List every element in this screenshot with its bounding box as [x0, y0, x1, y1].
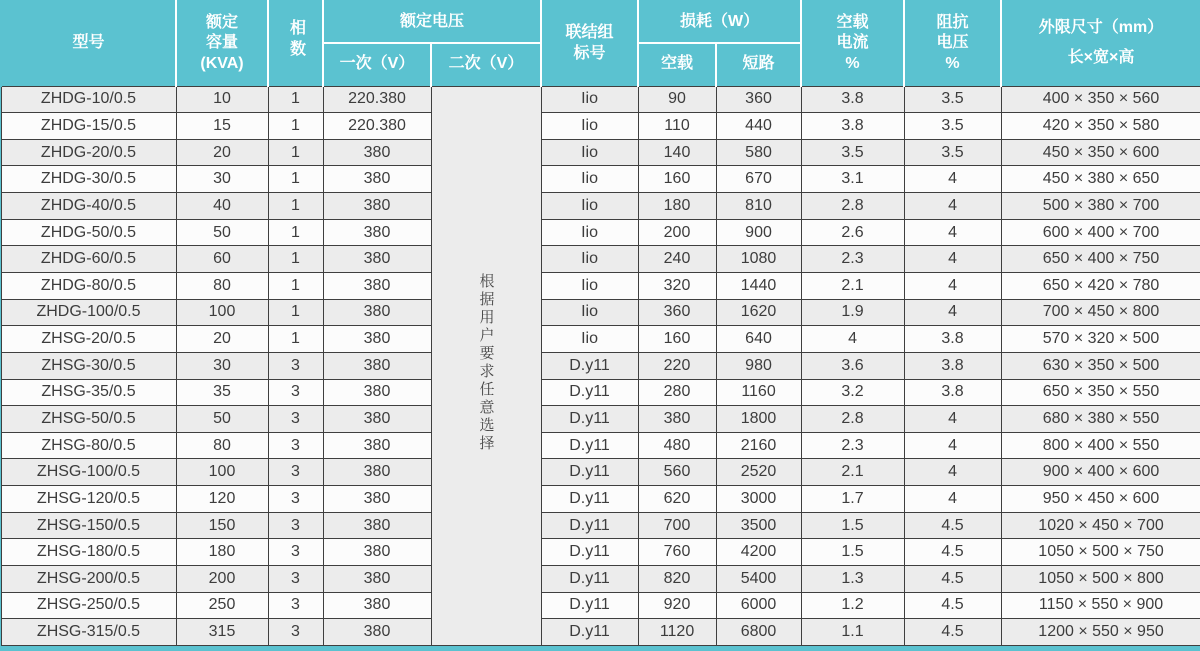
primary-voltage-cell: 380 [323, 326, 431, 353]
header-row-top [1, 1, 1200, 43]
rated-capacity-cell: 20 [176, 326, 268, 353]
header-loss: 损耗（W） [638, 1, 801, 43]
no-load-current-cell: 3.5 [801, 139, 904, 166]
connection-group-cell: Iio [541, 326, 638, 353]
model-cell: ZHSG-35/0.5 [1, 379, 176, 406]
phases-cell: 1 [268, 272, 323, 299]
rated-capacity-cell: 50 [176, 406, 268, 433]
header-rated-voltage: 额定电压 [323, 1, 541, 43]
short-circuit-loss-cell: 2520 [716, 459, 801, 486]
short-circuit-loss-cell: 1800 [716, 406, 801, 433]
no-load-current-cell: 4 [801, 326, 904, 353]
primary-voltage-cell: 380 [323, 379, 431, 406]
connection-group-cell: D.y11 [541, 539, 638, 566]
short-circuit-loss-cell: 1080 [716, 246, 801, 273]
table-body [1, 86, 1200, 646]
connection-group-cell: Iio [541, 86, 638, 113]
connection-group-cell: D.y11 [541, 566, 638, 593]
connection-group-cell: D.y11 [541, 432, 638, 459]
phases-cell: 3 [268, 566, 323, 593]
impedance-voltage-cell: 3.5 [904, 86, 1001, 113]
phases-cell: 3 [268, 512, 323, 539]
table-row [1, 486, 1200, 513]
primary-voltage-cell: 380 [323, 592, 431, 619]
dimensions-cell: 600 × 400 × 700 [1001, 219, 1200, 246]
rated-capacity-cell: 200 [176, 566, 268, 593]
no-load-current-cell: 3.6 [801, 352, 904, 379]
header-connection-group-line2: 标号 [573, 44, 606, 62]
no-load-loss-cell: 560 [638, 459, 716, 486]
no-load-current-cell: 1.9 [801, 299, 904, 326]
impedance-voltage-cell: 3.8 [904, 326, 1001, 353]
model-cell: ZHDG-60/0.5 [1, 246, 176, 273]
phases-cell: 3 [268, 379, 323, 406]
impedance-voltage-cell: 4 [904, 459, 1001, 486]
model-cell: ZHSG-100/0.5 [1, 459, 176, 486]
connection-group-cell: Iio [541, 193, 638, 220]
short-circuit-loss-cell: 1160 [716, 379, 801, 406]
rated-capacity-cell: 30 [176, 166, 268, 193]
model-cell: ZHSG-200/0.5 [1, 566, 176, 593]
phases-cell: 1 [268, 139, 323, 166]
no-load-current-cell: 2.8 [801, 406, 904, 433]
secondary-voltage-note: 根据用户要求任意选择 [477, 273, 495, 454]
table-row [1, 459, 1200, 486]
impedance-voltage-cell: 4 [904, 486, 1001, 513]
primary-voltage-cell: 380 [323, 539, 431, 566]
header-secondary-voltage: 二次（V） [431, 43, 541, 86]
no-load-loss-cell: 200 [638, 219, 716, 246]
phases-cell: 1 [268, 166, 323, 193]
model-cell: ZHDG-20/0.5 [1, 139, 176, 166]
phases-cell: 3 [268, 592, 323, 619]
phases-cell: 3 [268, 459, 323, 486]
header-no-load-current [801, 1, 904, 86]
short-circuit-loss-cell: 6800 [716, 619, 801, 646]
phases-cell: 1 [268, 113, 323, 140]
rated-capacity-cell: 40 [176, 193, 268, 220]
table-row [1, 592, 1200, 619]
short-circuit-loss-cell: 3000 [716, 486, 801, 513]
connection-group-cell: D.y11 [541, 352, 638, 379]
no-load-loss-cell: 160 [638, 326, 716, 353]
header-impedance-voltage [904, 1, 1001, 86]
header-rated-capacity-line1: 额定 [205, 13, 238, 31]
primary-voltage-cell: 380 [323, 459, 431, 486]
rated-capacity-cell: 120 [176, 486, 268, 513]
impedance-voltage-cell: 3.8 [904, 352, 1001, 379]
no-load-current-cell: 1.3 [801, 566, 904, 593]
impedance-voltage-cell: 3.8 [904, 379, 1001, 406]
model-cell: ZHSG-315/0.5 [1, 619, 176, 646]
impedance-voltage-cell: 4.5 [904, 592, 1001, 619]
rated-capacity-cell: 250 [176, 592, 268, 619]
header-model: 型号 [1, 1, 176, 86]
primary-voltage-cell: 380 [323, 246, 431, 273]
table-row [1, 432, 1200, 459]
short-circuit-loss-cell: 670 [716, 166, 801, 193]
primary-voltage-cell: 380 [323, 299, 431, 326]
short-circuit-loss-cell: 440 [716, 113, 801, 140]
rated-capacity-cell: 100 [176, 299, 268, 326]
impedance-voltage-cell: 3.5 [904, 113, 1001, 140]
primary-voltage-cell: 380 [323, 219, 431, 246]
dimensions-cell: 680 × 380 × 550 [1001, 406, 1200, 433]
model-cell: ZHSG-250/0.5 [1, 592, 176, 619]
secondary-voltage-note-cell [431, 86, 541, 646]
dimensions-cell: 650 × 420 × 780 [1001, 272, 1200, 299]
connection-group-cell: D.y11 [541, 486, 638, 513]
no-load-current-cell: 3.8 [801, 86, 904, 113]
model-cell: ZHSG-180/0.5 [1, 539, 176, 566]
phases-cell: 3 [268, 619, 323, 646]
phases-cell: 3 [268, 539, 323, 566]
connection-group-cell: Iio [541, 246, 638, 273]
impedance-voltage-cell: 4.5 [904, 512, 1001, 539]
dimensions-cell: 500 × 380 × 700 [1001, 193, 1200, 220]
impedance-voltage-cell: 4 [904, 193, 1001, 220]
no-load-loss-cell: 320 [638, 272, 716, 299]
dimensions-cell: 700 × 450 × 800 [1001, 299, 1200, 326]
short-circuit-loss-cell: 810 [716, 193, 801, 220]
table-header [1, 1, 1200, 86]
table-row [1, 166, 1200, 193]
table-row [1, 326, 1200, 353]
primary-voltage-cell: 380 [323, 406, 431, 433]
no-load-loss-cell: 700 [638, 512, 716, 539]
connection-group-cell: D.y11 [541, 406, 638, 433]
phases-cell: 3 [268, 432, 323, 459]
primary-voltage-cell: 380 [323, 139, 431, 166]
table-row [1, 512, 1200, 539]
model-cell: ZHDG-100/0.5 [1, 299, 176, 326]
dimensions-cell: 650 × 400 × 750 [1001, 246, 1200, 273]
phases-cell: 1 [268, 193, 323, 220]
connection-group-cell: Iio [541, 299, 638, 326]
no-load-current-cell: 1.5 [801, 512, 904, 539]
dimensions-cell: 950 × 450 × 600 [1001, 486, 1200, 513]
table-row [1, 219, 1200, 246]
header-connection-group [541, 1, 638, 86]
no-load-loss-cell: 110 [638, 113, 716, 140]
impedance-voltage-cell: 3.5 [904, 139, 1001, 166]
model-cell: ZHSG-30/0.5 [1, 352, 176, 379]
phases-cell: 3 [268, 406, 323, 433]
model-cell: ZHDG-15/0.5 [1, 113, 176, 140]
dimensions-cell: 450 × 350 × 600 [1001, 139, 1200, 166]
connection-group-cell: Iio [541, 113, 638, 140]
primary-voltage-cell: 380 [323, 512, 431, 539]
connection-group-cell: Iio [541, 166, 638, 193]
no-load-loss-cell: 160 [638, 166, 716, 193]
no-load-current-cell: 2.1 [801, 459, 904, 486]
short-circuit-loss-cell: 900 [716, 219, 801, 246]
model-cell: ZHDG-40/0.5 [1, 193, 176, 220]
header-phases-label: 相数 [287, 19, 305, 62]
rated-capacity-cell: 10 [176, 86, 268, 113]
table-row [1, 352, 1200, 379]
no-load-current-cell: 1.1 [801, 619, 904, 646]
dimensions-cell: 570 × 320 × 500 [1001, 326, 1200, 353]
no-load-loss-cell: 90 [638, 86, 716, 113]
header-dimensions [1001, 1, 1200, 86]
no-load-current-cell: 2.3 [801, 432, 904, 459]
no-load-loss-cell: 220 [638, 352, 716, 379]
no-load-current-cell: 3.2 [801, 379, 904, 406]
no-load-current-cell: 3.1 [801, 166, 904, 193]
model-cell: ZHDG-10/0.5 [1, 86, 176, 113]
short-circuit-loss-cell: 1620 [716, 299, 801, 326]
connection-group-cell: D.y11 [541, 512, 638, 539]
primary-voltage-cell: 380 [323, 352, 431, 379]
no-load-loss-cell: 380 [638, 406, 716, 433]
dimensions-cell: 420 × 350 × 580 [1001, 113, 1200, 140]
phases-cell: 1 [268, 299, 323, 326]
table-row [1, 272, 1200, 299]
impedance-voltage-cell: 4 [904, 219, 1001, 246]
rated-capacity-cell: 100 [176, 459, 268, 486]
model-cell: ZHDG-30/0.5 [1, 166, 176, 193]
no-load-current-cell: 1.2 [801, 592, 904, 619]
header-no-load-current-unit: % [845, 55, 860, 73]
table-row [1, 566, 1200, 593]
phases-cell: 1 [268, 219, 323, 246]
impedance-voltage-cell: 4 [904, 432, 1001, 459]
dimensions-cell: 1050 × 500 × 750 [1001, 539, 1200, 566]
short-circuit-loss-cell: 2160 [716, 432, 801, 459]
model-cell: ZHSG-80/0.5 [1, 432, 176, 459]
primary-voltage-cell: 380 [323, 619, 431, 646]
no-load-loss-cell: 140 [638, 139, 716, 166]
table-row [1, 193, 1200, 220]
impedance-voltage-cell: 4 [904, 406, 1001, 433]
connection-group-cell: Iio [541, 272, 638, 299]
header-rated-capacity-line2: 容量 [205, 34, 238, 52]
connection-group-cell: Iio [541, 219, 638, 246]
phases-cell: 3 [268, 486, 323, 513]
no-load-loss-cell: 360 [638, 299, 716, 326]
no-load-current-cell: 3.8 [801, 113, 904, 140]
no-load-loss-cell: 480 [638, 432, 716, 459]
table-row [1, 619, 1200, 646]
dimensions-cell: 450 × 380 × 650 [1001, 166, 1200, 193]
connection-group-cell: D.y11 [541, 459, 638, 486]
short-circuit-loss-cell: 580 [716, 139, 801, 166]
impedance-voltage-cell: 4 [904, 272, 1001, 299]
no-load-current-cell: 2.1 [801, 272, 904, 299]
rated-capacity-cell: 20 [176, 139, 268, 166]
short-circuit-loss-cell: 980 [716, 352, 801, 379]
primary-voltage-cell: 380 [323, 166, 431, 193]
header-no-load-current-line2: 电流 [836, 34, 869, 52]
rated-capacity-cell: 60 [176, 246, 268, 273]
header-phases [268, 1, 323, 86]
dimensions-cell: 800 × 400 × 550 [1001, 432, 1200, 459]
dimensions-cell: 1200 × 550 × 950 [1001, 619, 1200, 646]
no-load-current-cell: 2.3 [801, 246, 904, 273]
no-load-current-cell: 1.7 [801, 486, 904, 513]
short-circuit-loss-cell: 3500 [716, 512, 801, 539]
no-load-loss-cell: 920 [638, 592, 716, 619]
primary-voltage-cell: 380 [323, 193, 431, 220]
primary-voltage-cell: 220.380 [323, 113, 431, 140]
impedance-voltage-cell: 4.5 [904, 566, 1001, 593]
rated-capacity-cell: 15 [176, 113, 268, 140]
impedance-voltage-cell: 4 [904, 246, 1001, 273]
no-load-current-cell: 1.5 [801, 539, 904, 566]
header-no-load-loss: 空载 [638, 43, 716, 86]
table-row [1, 406, 1200, 433]
rated-capacity-cell: 180 [176, 539, 268, 566]
impedance-voltage-cell: 4.5 [904, 619, 1001, 646]
no-load-loss-cell: 820 [638, 566, 716, 593]
dimensions-cell: 400 × 350 × 560 [1001, 86, 1200, 113]
no-load-loss-cell: 760 [638, 539, 716, 566]
connection-group-cell: D.y11 [541, 379, 638, 406]
table-row [1, 379, 1200, 406]
dimensions-cell: 1150 × 550 × 900 [1001, 592, 1200, 619]
primary-voltage-cell: 380 [323, 566, 431, 593]
table-row [1, 246, 1200, 273]
phases-cell: 1 [268, 86, 323, 113]
no-load-current-cell: 2.6 [801, 219, 904, 246]
no-load-loss-cell: 1120 [638, 619, 716, 646]
no-load-loss-cell: 240 [638, 246, 716, 273]
rated-capacity-cell: 80 [176, 272, 268, 299]
no-load-current-cell: 2.8 [801, 193, 904, 220]
primary-voltage-cell: 380 [323, 432, 431, 459]
header-impedance-voltage-line2: 电压 [936, 34, 969, 52]
phases-cell: 1 [268, 326, 323, 353]
short-circuit-loss-cell: 640 [716, 326, 801, 353]
header-impedance-voltage-line1: 阻抗 [936, 13, 969, 31]
header-connection-group-line1: 联结组 [565, 23, 614, 41]
phases-cell: 3 [268, 352, 323, 379]
short-circuit-loss-cell: 4200 [716, 539, 801, 566]
header-short-circuit-loss: 短路 [716, 43, 801, 86]
header-rated-capacity [176, 1, 268, 86]
model-cell: ZHSG-50/0.5 [1, 406, 176, 433]
table-row [1, 299, 1200, 326]
no-load-loss-cell: 280 [638, 379, 716, 406]
header-impedance-voltage-unit: % [945, 55, 960, 73]
rated-capacity-cell: 35 [176, 379, 268, 406]
header-no-load-current-line1: 空载 [836, 13, 869, 31]
table-row [1, 86, 1200, 113]
primary-voltage-cell: 380 [323, 272, 431, 299]
short-circuit-loss-cell: 5400 [716, 566, 801, 593]
primary-voltage-cell: 380 [323, 486, 431, 513]
model-cell: ZHSG-150/0.5 [1, 512, 176, 539]
no-load-loss-cell: 180 [638, 193, 716, 220]
connection-group-cell: D.y11 [541, 619, 638, 646]
dimensions-cell: 630 × 350 × 500 [1001, 352, 1200, 379]
model-cell: ZHSG-120/0.5 [1, 486, 176, 513]
impedance-voltage-cell: 4.5 [904, 539, 1001, 566]
header-dimensions-line1: 外限尺寸（mm） [1038, 19, 1164, 37]
short-circuit-loss-cell: 6000 [716, 592, 801, 619]
dimensions-cell: 900 × 400 × 600 [1001, 459, 1200, 486]
impedance-voltage-cell: 4 [904, 299, 1001, 326]
rated-capacity-cell: 30 [176, 352, 268, 379]
model-cell: ZHSG-20/0.5 [1, 326, 176, 353]
header-primary-voltage: 一次（V） [323, 43, 431, 86]
phases-cell: 1 [268, 246, 323, 273]
model-cell: ZHDG-50/0.5 [1, 219, 176, 246]
dimensions-cell: 1020 × 450 × 700 [1001, 512, 1200, 539]
primary-voltage-cell: 220.380 [323, 86, 431, 113]
header-dimensions-line2: 长×宽×高 [1067, 49, 1135, 67]
rated-capacity-cell: 150 [176, 512, 268, 539]
dimensions-cell: 650 × 350 × 550 [1001, 379, 1200, 406]
short-circuit-loss-cell: 1440 [716, 272, 801, 299]
impedance-voltage-cell: 4 [904, 166, 1001, 193]
connection-group-cell: Iio [541, 139, 638, 166]
connection-group-cell: D.y11 [541, 592, 638, 619]
table-row [1, 113, 1200, 140]
short-circuit-loss-cell: 360 [716, 86, 801, 113]
rated-capacity-cell: 50 [176, 219, 268, 246]
table-row [1, 139, 1200, 166]
model-cell: ZHDG-80/0.5 [1, 272, 176, 299]
table-row [1, 539, 1200, 566]
dimensions-cell: 1050 × 500 × 800 [1001, 566, 1200, 593]
rated-capacity-cell: 80 [176, 432, 268, 459]
rated-capacity-cell: 315 [176, 619, 268, 646]
no-load-loss-cell: 620 [638, 486, 716, 513]
header-rated-capacity-unit: (KVA) [200, 55, 244, 73]
